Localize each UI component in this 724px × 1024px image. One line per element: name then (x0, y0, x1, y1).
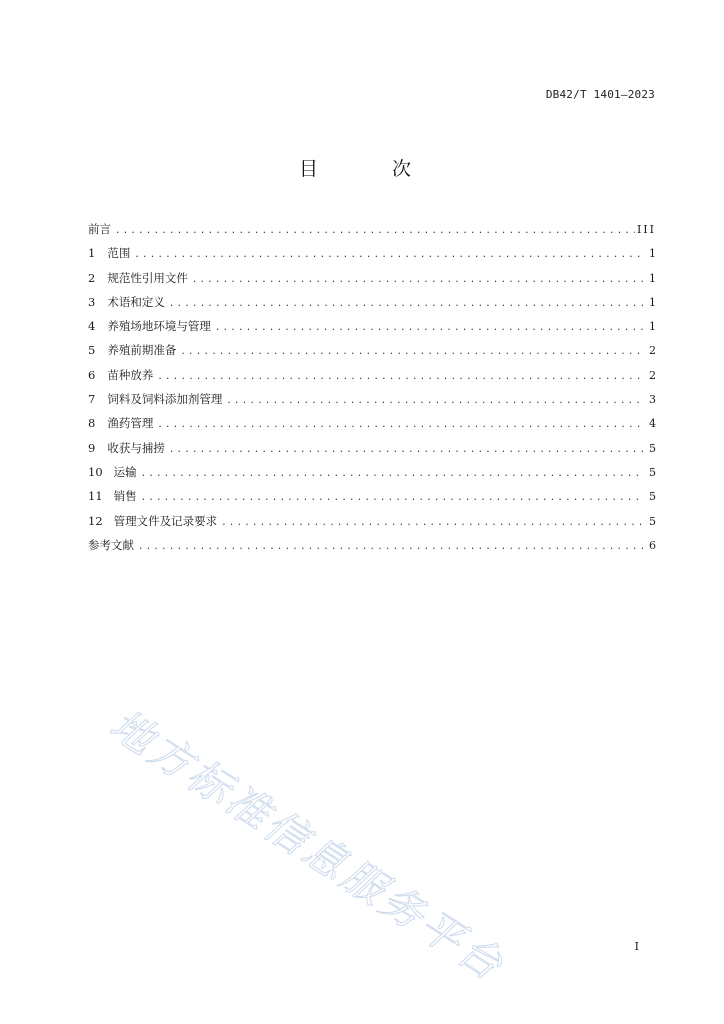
toc-entry-9[interactable] (88, 438, 656, 462)
toc-entry-page: 5 (649, 465, 656, 479)
page-number: I (634, 940, 639, 953)
toc-leader-dots (138, 537, 644, 557)
toc-entry-references[interactable] (88, 535, 656, 559)
toc-entry-number: 3 (88, 294, 96, 309)
toc-entry-number: 6 (88, 367, 96, 382)
toc-entry-number: 8 (88, 416, 96, 431)
toc-entry-number: 7 (88, 392, 96, 407)
toc-entry-page: 3 (649, 393, 656, 407)
toc-entry-number: 2 (88, 270, 96, 285)
toc-entry-label: 术语和定义 (107, 294, 165, 309)
toc-entry-label: 管理文件及记录要求 (113, 513, 218, 528)
toc-entry-10[interactable] (88, 462, 656, 486)
toc-entry-label: 规范性引用文件 (107, 270, 188, 285)
toc-entry-number: 11 (88, 489, 103, 504)
toc-entry-label: 参考文献 (88, 537, 134, 552)
toc-entry-6[interactable] (88, 365, 656, 389)
toc-leader-dots (169, 440, 644, 460)
toc-entry-label: 养殖前期准备 (107, 343, 177, 358)
toc-leader-dots (215, 318, 644, 338)
toc-entry-foreword[interactable] (88, 219, 656, 243)
toc-entry-page: 5 (649, 490, 656, 504)
toc-entry-number: 1 (88, 246, 96, 261)
toc-entry-page: 2 (649, 344, 656, 358)
toc-entry-page: 1 (649, 247, 656, 261)
toc-entry-number: 4 (88, 319, 96, 334)
toc-entry-page: 5 (649, 441, 656, 455)
toc-leader-dots (157, 415, 644, 435)
toc-entry-page: 5 (649, 514, 656, 528)
toc-entry-label: 前言 (88, 222, 111, 236)
toc-entry-label: 收获与捕捞 (107, 440, 165, 455)
toc-entry-8[interactable] (88, 413, 656, 437)
toc-entry-12[interactable] (88, 511, 656, 535)
toc-entry-page: 1 (649, 320, 656, 334)
toc-entry-number: 12 (88, 513, 103, 528)
toc-entry-11[interactable] (88, 486, 656, 510)
toc-leader-dots (169, 294, 644, 314)
toc-entry-label: 范围 (107, 246, 131, 261)
toc-entry-number: 9 (88, 440, 96, 455)
toc-entry-label: 养殖场地环境与管理 (107, 319, 211, 334)
toc-entry-4[interactable] (88, 316, 656, 340)
toc-entry-page: 6 (649, 538, 656, 552)
toc-leader-dots (180, 342, 644, 362)
toc-leader-dots (226, 391, 644, 411)
toc-leader-dots (192, 270, 644, 290)
toc-entry-page: III (636, 223, 656, 236)
toc-entry-label: 饲料及饲料添加剂管理 (107, 392, 223, 407)
toc-entry-page: 4 (649, 417, 656, 431)
watermark: 地方标准信息服务平台 (101, 699, 514, 992)
toc-leader-dots (221, 513, 644, 533)
toc-entry-label: 销售 (113, 489, 137, 504)
toc-title: 目 次 (298, 158, 446, 180)
toc-entry-5[interactable] (88, 340, 656, 364)
toc-leader-dots (141, 488, 644, 508)
toc-entry-page: 2 (649, 368, 656, 382)
toc-entry-label: 运输 (113, 464, 137, 479)
toc-entry-1[interactable] (88, 243, 656, 267)
toc-entry-2[interactable] (88, 268, 656, 292)
table-of-contents (88, 219, 656, 559)
toc-entry-3[interactable] (88, 292, 656, 316)
toc-entry-label: 苗种放养 (107, 367, 154, 382)
toc-entry-page: 1 (649, 271, 656, 285)
toc-entry-label: 渔药管理 (107, 416, 154, 431)
toc-entry-page: 1 (649, 295, 656, 309)
standard-code: DB42/T 1401—2023 (545, 88, 655, 101)
toc-entry-number: 10 (88, 464, 103, 479)
toc-leader-dots (141, 464, 644, 484)
toc-entry-number: 5 (88, 343, 96, 358)
toc-leader-dots (115, 221, 635, 241)
toc-leader-dots (134, 245, 644, 265)
toc-entry-7[interactable] (88, 389, 656, 413)
toc-leader-dots (157, 367, 644, 387)
